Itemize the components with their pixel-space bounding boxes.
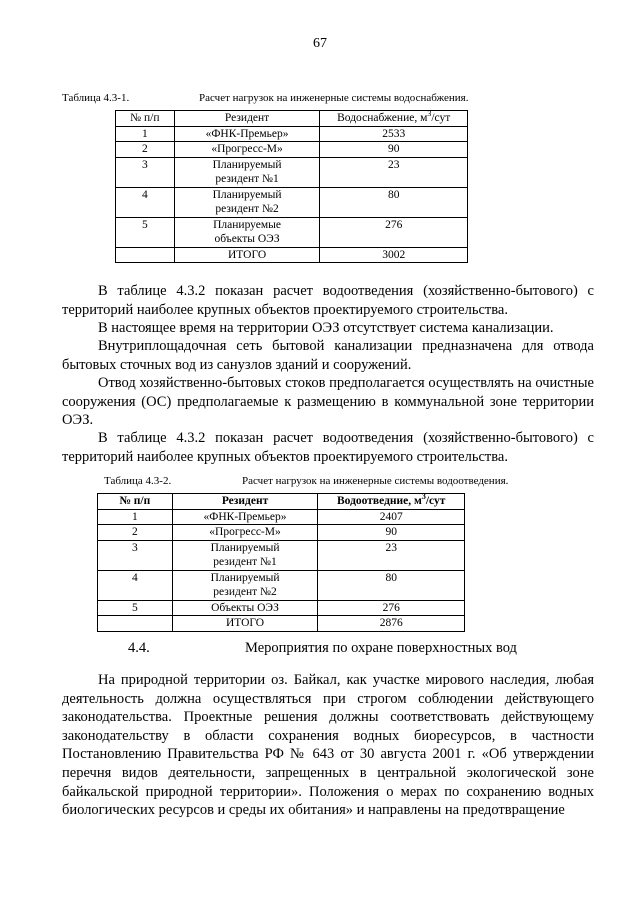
table-cell-n: 4 — [98, 570, 173, 600]
table-cell-n: 5 — [98, 600, 173, 616]
section-title: Мероприятия по охране поверхностных вод — [245, 640, 517, 656]
table-row-total — [98, 616, 465, 632]
table-cell-n: 3 — [98, 540, 173, 570]
table-cell-resident: ИТОГО — [174, 247, 320, 263]
table-cell-value: 90 — [320, 142, 468, 158]
paragraph: На природной территории оз. Байкал, как участке мирового наследия, любая деятельность должна осуществляться при строгом соблюдении действующего законодательства. Проектные решения должны соответствовать действующему законодательству в области сохранения водных биоресурсов, в частности Постановлению Правительства РФ № 643 от 30 августа 2001 г. «Об утверждении перечня видов деятельности, запрещенных в центральной экологической зоне байкальской природной территории». Положения о мерах по сохранению водных биологических ресурсов и среды их обитания» и направлены на предотвращение — [62, 672, 594, 819]
paragraph: Внутриплощадочная сеть бытовой канализации предназначена для отвода бытовых сточных вод из санузлов зданий и сооружений. — [62, 338, 594, 373]
table-cell-resident: Планируемый резидент №1 — [174, 157, 320, 187]
table-cell-resident: Планируемые объекты ОЭЗ — [174, 217, 320, 247]
table-cell-value: 276 — [320, 217, 468, 247]
table1-caption — [62, 92, 582, 106]
table-cell-resident: «ФНК-Премьер» — [172, 509, 318, 525]
table1-number: Таблица 4.3-1. — [62, 92, 130, 104]
table-row — [116, 187, 468, 217]
table-cell-n: 2 — [116, 142, 175, 158]
table-cell-resident: «Прогресс-М» — [174, 142, 320, 158]
table-row-total — [116, 247, 468, 263]
table-cell-value: 3002 — [320, 247, 468, 263]
table-cell-n: 3 — [116, 157, 175, 187]
table-cell-n: 2 — [98, 525, 173, 541]
table-cell-resident: ИТОГО — [172, 616, 318, 632]
table-cell-n — [116, 247, 175, 263]
table1 — [115, 110, 468, 263]
table2-title: Расчет нагрузок на инженерные системы водоотведения. — [242, 475, 509, 487]
table2-header-value — [318, 494, 465, 510]
table-row — [116, 217, 468, 247]
table-row — [98, 525, 465, 541]
table-cell-n: 1 — [116, 126, 175, 142]
table-cell-n — [98, 616, 173, 632]
table-cell-value: 23 — [318, 540, 465, 570]
table-row — [116, 126, 468, 142]
table-cell-value: 2876 — [318, 616, 465, 632]
table2-caption — [104, 475, 594, 489]
table-cell-value: 2533 — [320, 126, 468, 142]
paragraph: В таблице 4.3.2 показан расчет водоотведения (хозяйственно-бытового) с территорий наиболее крупных объектов проектируемого строительства. — [62, 283, 594, 318]
table2 — [97, 493, 465, 632]
table-cell-value: 2407 — [318, 509, 465, 525]
table-cell-resident: «Прогресс-М» — [172, 525, 318, 541]
table-cell-resident: Объекты ОЭЗ — [172, 600, 318, 616]
table1-header-resident: Резидент — [174, 111, 320, 127]
table2-number: Таблица 4.3-2. — [104, 475, 172, 487]
table-cell-resident: Планируемый резидент №2 — [174, 187, 320, 217]
table-row — [98, 509, 465, 525]
table2-header-row — [98, 494, 465, 510]
page-number: 67 — [313, 36, 327, 51]
table-cell-value: 276 — [318, 600, 465, 616]
table1-title: Расчет нагрузок на инженерные системы водоснабжения. — [199, 92, 469, 104]
table2-header-value-unit: /сут — [425, 495, 446, 507]
table-row — [98, 600, 465, 616]
table-row — [116, 157, 468, 187]
section-number: 4.4. — [128, 640, 150, 656]
paragraph: В настоящее время на территории ОЭЗ отсутствует система канализации. — [98, 320, 554, 336]
table1-header-n: № п/п — [116, 111, 175, 127]
table-cell-resident: Планируемый резидент №2 — [172, 570, 318, 600]
table1-header-value — [320, 111, 468, 127]
table-row — [116, 142, 468, 158]
table2-header-value-sup: 3 — [421, 492, 426, 502]
table-cell-value: 80 — [320, 187, 468, 217]
table-cell-value: 80 — [318, 570, 465, 600]
table-cell-resident: Планируемый резидент №1 — [172, 540, 318, 570]
table2-header-value-text: Водоотведние, м — [337, 495, 422, 507]
table1-header-value-sup: 3 — [427, 109, 432, 119]
table2-header-resident: Резидент — [172, 494, 318, 510]
table1-header-row — [116, 111, 468, 127]
table-cell-resident: «ФНК-Премьер» — [174, 126, 320, 142]
table1-header-value-text: Водоснабжение, м — [337, 112, 428, 124]
table2-header-n: № п/п — [98, 494, 173, 510]
table-cell-value: 23 — [320, 157, 468, 187]
table-row — [98, 540, 465, 570]
table-cell-n: 5 — [116, 217, 175, 247]
table-cell-value: 90 — [318, 525, 465, 541]
paragraph: В таблице 4.3.2 показан расчет водоотведения (хозяйственно-бытового) с территорий наиболее крупных объектов проектируемого строительства. — [62, 430, 594, 465]
paragraph: Отвод хозяйственно-бытовых стоков предполагается осуществлять на очистные сооружения (ОС) предполагаемые к размещению в коммунальной зоне территории ОЭЗ. — [62, 375, 594, 429]
table-cell-n: 1 — [98, 509, 173, 525]
table-row — [98, 570, 465, 600]
table-cell-n: 4 — [116, 187, 175, 217]
table1-header-value-unit: /сут — [431, 112, 451, 124]
